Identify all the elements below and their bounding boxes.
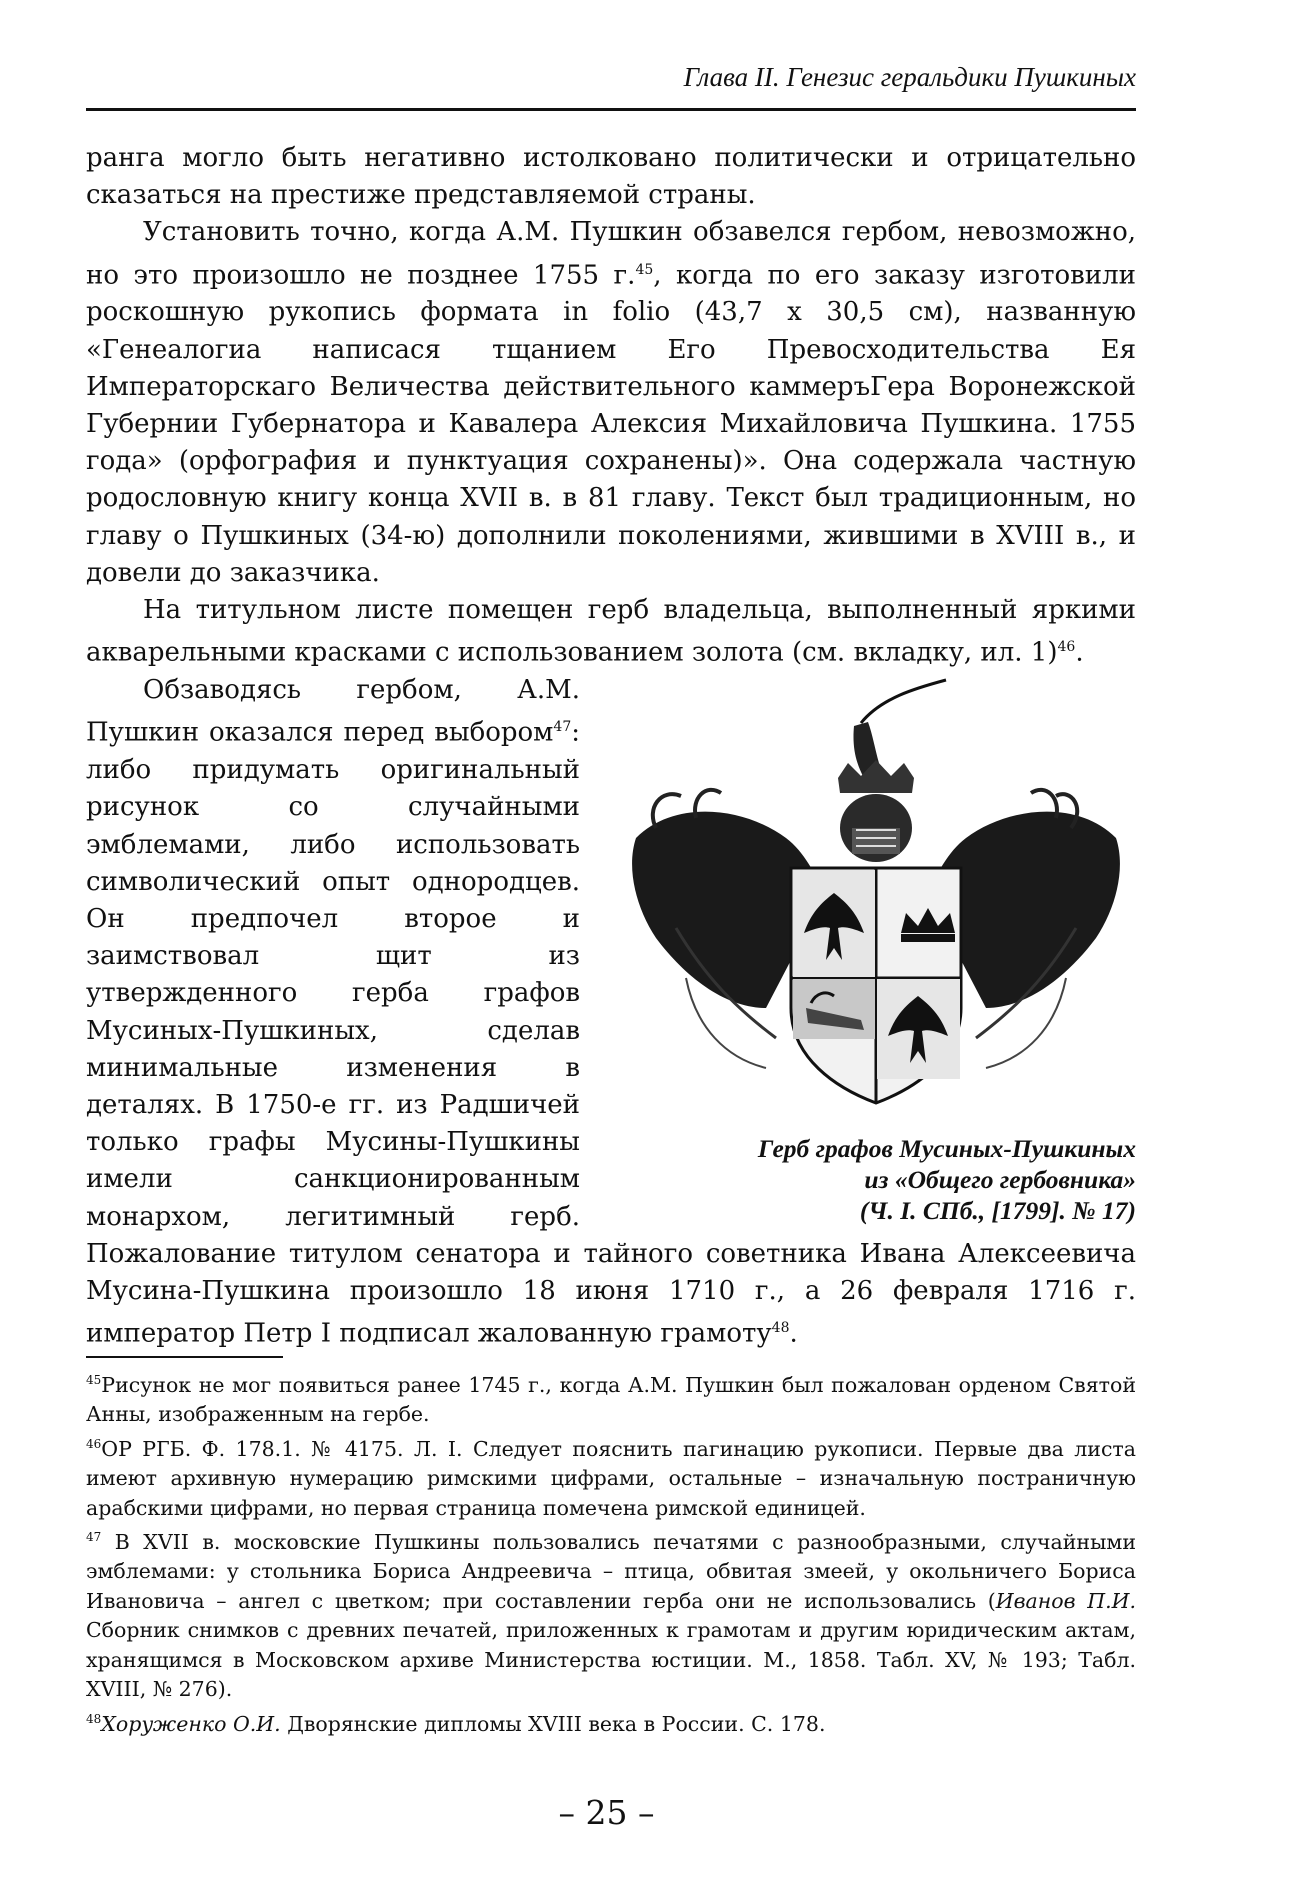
footnote-ref-46[interactable]: 46 [1057,639,1076,656]
footnote-ref-47[interactable]: 47 [553,719,572,736]
paragraph-2: Установить точно, когда А.М. Пушкин обзавелся гербом, невозможно, но это произошло не позднее 1755 г.$^{45}$, когда по его заказу изготовили роскошную рукопись формата in folio (43,7 х 30,5 см), названную «Генеалогиа написася тщанием Его Превосходительства Ея Императорскаго Величества действительного каммеръГера Воронежской Губернии Губернатора и Кавалера Алексия Михайловича Пушкина. 1755 года» (орфография и пунктуация сохранены)». Она содержала частную родословную книгу конца XVII в. в 81 главу. Текст был традиционным, но главу о Пушкиных (34-ю) дополнили поколениями, жившими в XVIII в., и довели до заказчика. [86,217,1136,588]
paragraph-4: Обзаводясь гербом, А.М. Пушкин оказался перед выбором$^{47}$: либо придумать оригинальный рисунок со случайными эмблемами, либо использовать символический опыт однородцев. Он предпочел второе и заимствовал щит из утвержденного герба графов Мусиных-Пушкиных, сделав минимальные изменения в деталях. В 1750-е гг. из Радшичей только графы Мусины-Пушкины имели санкционированным монархом, легитимный герб. Пожалование титулом сенатора и тайного советника Ивана Алексеевича Мусина-Пушкина произошло 18 июня 1710 г., а 26 февраля 1716 г. император Петр I подписал жалованную грамоту$^{48}$. [86,675,1136,1349]
coat-of-arms-image [616,678,1136,1133]
body-text [86,140,1136,1353]
footnote-48: $^{48}$Хорyженко О.И. Дворянские дипломы XVIII века в России. С. 178. [86,1711,826,1736]
paragraph-3: На титульном листе помещен герб владельца, выполненный яркими акварельными красками с использованием золота (см. вкладку, ил. 1)$^{46}$. [86,595,1136,668]
footnote-ref-45[interactable]: 45 [635,261,654,278]
footnote-45: $^{45}$Рисунок не мог появиться ранее 1745 г., когда А.М. Пушкин был пожалован орденом Святой Анны, изображенным на гербе. [86,1372,1136,1427]
footnote-rule [86,1356,283,1358]
footnotes [86,1366,1136,1739]
running-title: Глава II. Генезис геральдики Пушкиных [683,62,1136,92]
header-rule [86,108,1136,111]
page-number: – 25 – [558,1793,655,1832]
footnote-46: $^{46}$ОР РГБ. Ф. 178.1. № 4175. Л. I. Следует пояснить пагинацию рукописи. Первые два листа имеют архивную нумерацию римскими цифрами, остальные – изначальную постраничную арабскими цифрами, но первая страница помечена римской единицей. [86,1436,1136,1520]
coat-of-arms-figure [616,678,1136,1226]
footnote-ref-48[interactable]: 48 [771,1320,790,1337]
paragraph-1: ранга могло быть негативно истолковано политически и отрицательно сказаться на престиже представляемой страны. [86,143,1136,211]
figure-caption: Герб графов Мусиных-Пушкиных из «Общего гербовника» (Ч. I. СПб., [1799]. № 17) [757,1134,1136,1226]
footnote-47: $^{47}$ В XVII в. московские Пушкины пользовались печатями с разнообразными, случайными эмблемами: у стольника Бориса Андреевича – птица, обвитая змеей, у окольничего Бориса Ивановича – ангел с цветком; при составлении герба они не использовались (Иванов П.И. Сборник снимков с древних печатей, приложенных к грамотам и другим юридическим актам, хранящимся в Московском архиве Министерства юстиции. М., 1858. Табл. XV, № 193; Табл. XVIII, № 276). [86,1529,1136,1702]
